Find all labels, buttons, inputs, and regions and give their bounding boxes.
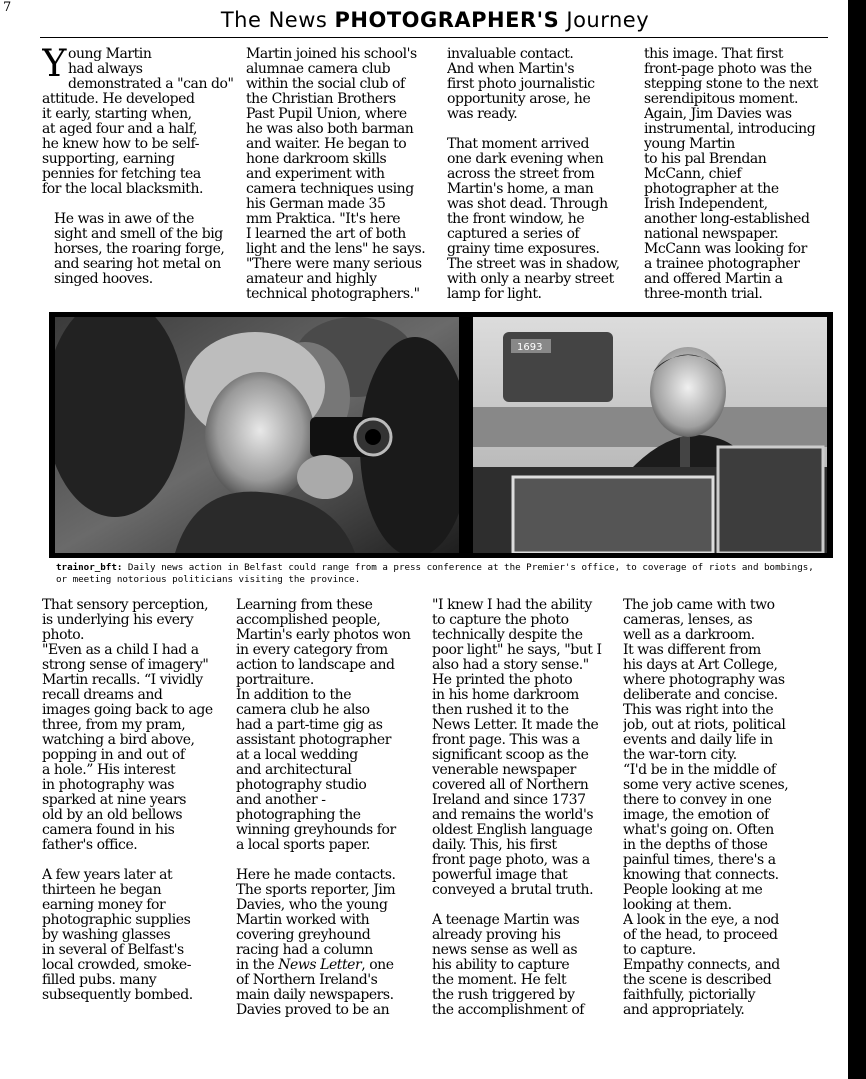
- bottom-col2-para-2: [236, 868, 429, 1018]
- page-heading: [40, 8, 830, 32]
- bottom-col4-para-1: The job came with two cameras, lenses, as well as a darkroom. It was different from his days at Art College, where photography was deliberate and concise. This was right into the job, out at riots, political events and daily life in the war-torn city. “I'd be in the middle of some very active scenes, there to convey in one image, the emotion of what's going on. Often in the depths of those painful times, there's a knowing that connects. People looking at me looking at them. A look in the eye, a nod of the head, to proceed to capture. Empathy connects, and the scene is described faithfully, pictorially and appropriately.: [623, 598, 789, 1018]
- caption-text: Daily news action in Belfast could range from a press conference at the Premier's office, to coverage of riots and bombings, or meeting notorious politicians visiting the province.: [56, 562, 814, 585]
- top-col3-para-2: That moment arrived one dark evening when across the street from Martin's home, a man was shot dead. Through the front window, he captured a series of grainy time exposures. The street was in shadow, with only a nearby street lamp for light.: [447, 136, 620, 302]
- photographer-photo-image: [55, 317, 459, 553]
- heading-pre: The News: [220, 8, 335, 32]
- top-column-4: [644, 47, 834, 309]
- drop-cap: Y: [42, 47, 66, 85]
- bottom-col2-para-1: Learning from these accomplished people, Martin's early photos won in every category from action to landscape and portraiture. In addition to the camera club he also had a part-time gig as assistant photographer at a local wedding and architectural photography studio and another - photographing the winning greyhounds for a local sports paper.: [236, 598, 411, 853]
- bottom-col2-para-2-post: , one of Northern Ireland's main daily newspapers. Davies proved to be an: [236, 957, 394, 1018]
- bottom-col3-para-1: "I knew I had the ability to capture the photo technically despite the poor light" he says, "but I also had a story sense." He printed the photo in his home darkroom then rushed it to the News Letter. It made the front page. This was a significant scoop as the venerable newspaper covered all of Northern Ireland and since 1737 and remains the world's oldest English language daily. This, his first front page photo, was a powerful image that conveyed a brutal truth.: [432, 598, 602, 898]
- bottom-col1-para-1: That sensory perception, is underlying his every photo. "Even as a child I had a strong sense of imagery" Martin recalls. “I vividly recall dreams and images going back to age three, from my pram, watching a bird above, popping in and out of a hole.” His interest in photography was sparked at nine years old by an old bellows camera found in his father's office.: [42, 598, 213, 853]
- bottom-column-1: [42, 598, 237, 1070]
- bus-plate-text: 1693: [517, 342, 543, 353]
- heading-bold: PHOTOGRAPHER'S: [334, 8, 560, 32]
- top-col1-para-2: He was in awe of the sight and smell of the big horses, the roaring forge, and searing hot metal on singed hooves.: [54, 211, 225, 287]
- photo-caption: [56, 562, 826, 586]
- politician-photo-image: [473, 317, 827, 553]
- heading-rule: [40, 37, 828, 38]
- bottom-col3-para-2: A teenage Martin was already proving his news sense as well as his ability to capture the moment. He felt the rush triggered by the accomplishment of: [432, 912, 585, 1018]
- newspaper-name: News Letter: [278, 957, 362, 973]
- top-col4-para-1: this image. That first front-page photo was the stepping stone to the next serendipitous moment. Again, Jim Davies was instrumental, introducing young Martin to his pal Brendan McCann, chief photographer at the Irish Independent, another long-established national newspaper. McCann was looking for a trainee photographer and offered Martin a three-month trial.: [644, 47, 818, 302]
- bottom-column-2: [236, 598, 429, 1070]
- bottom-col1-para-2: A few years later at thirteen he began earning money for photographic supplies by washing glasses in several of Belfast's local crowded, smoke- filled pubs. many subsequently bombed.: [42, 867, 193, 1003]
- top-col1-para-1-text: oung Martin had always demonstrated a "can do" attitude. He developed it early, starting when, at aged four and a half, he knew how to be self- supporting, earning pennies for fetching tea for the local blacksmith.: [42, 47, 234, 197]
- bottom-col2-para-2-pre: Here he made contacts. The sports reporter, Jim Davies, who the young Martin worked with covering greyhound racing had a column in the: [236, 867, 396, 973]
- photographer-with-camera-photo: [55, 317, 459, 553]
- page-number: 7: [3, 0, 12, 15]
- caption-lead: trainor_bft:: [56, 562, 123, 573]
- politician-at-car-photo: [473, 317, 827, 553]
- bottom-column-3: [432, 598, 620, 1070]
- top-col2-para-1: Martin joined his school's alumnae camera club within the social club of the Christian Brothers Past Pupil Union, where he was also both barman and waiter. He began to hone darkroom skills and experiment with camera techniques using his German made 35 mm Praktica. "It's here I learned the art of both light and the lens" he says. "There were many serious amateur and highly technical photographers.": [246, 47, 426, 302]
- photo-strip: [49, 312, 833, 558]
- top-col1-para-1: [42, 47, 242, 197]
- heading-post: Journey: [559, 8, 650, 32]
- bottom-column-4: [623, 598, 823, 1070]
- top-column-2: [246, 47, 442, 309]
- top-column-1: [42, 47, 242, 309]
- top-column-3: [447, 47, 639, 309]
- top-col3-para-1: invaluable contact. And when Martin's first photo journalistic opportunity arose, he was ready.: [447, 47, 595, 122]
